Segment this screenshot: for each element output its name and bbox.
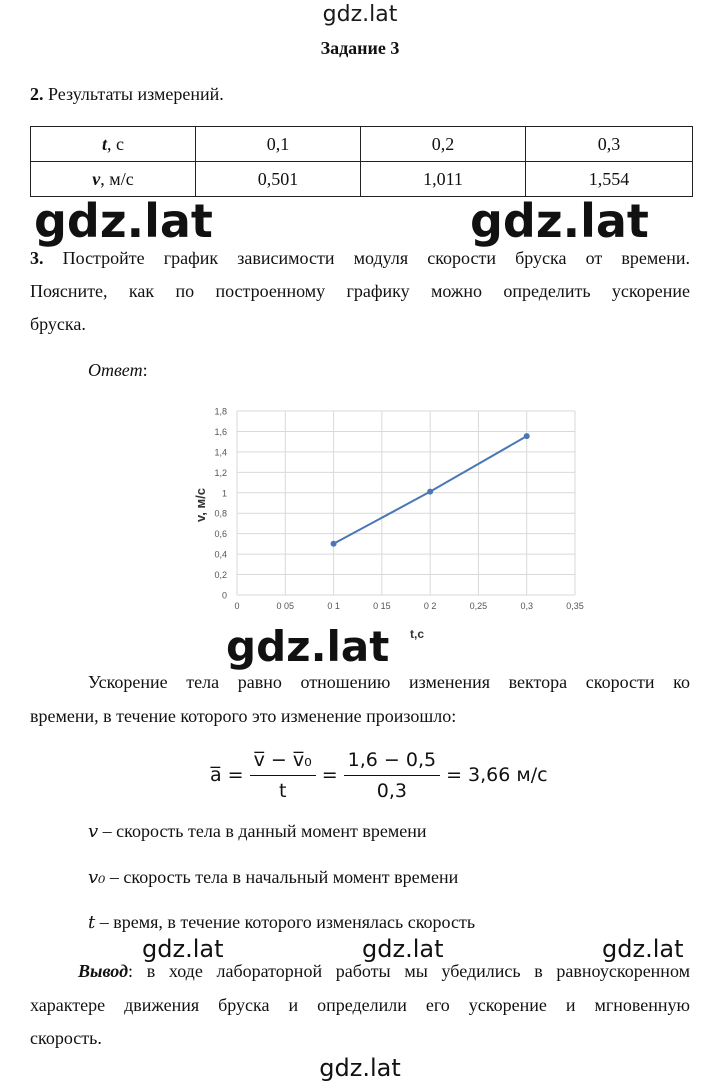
explanation-line2: времени, в течение которого это изменение произошло: bbox=[30, 706, 457, 726]
table-header-cell bbox=[31, 162, 196, 197]
y-axis-label: v, м/с bbox=[193, 488, 208, 522]
definition-text: – скорость тела в данный момент времени bbox=[98, 821, 427, 841]
measurements-table-wrap bbox=[30, 126, 693, 197]
formula-frac2-denominator: 0,3 bbox=[376, 779, 407, 802]
y-tick-label: 1,2 bbox=[214, 467, 227, 478]
answer-label-text: Ответ bbox=[88, 360, 143, 380]
x-tick-label: 0 05 bbox=[276, 601, 295, 611]
y-tick-label: 0 bbox=[221, 590, 227, 601]
x-axis-label: t,c bbox=[410, 627, 425, 641]
answer-colon: : bbox=[142, 360, 148, 380]
data-point bbox=[524, 433, 530, 439]
watermark-footer: gdz.lat bbox=[319, 1054, 401, 1082]
conclusion-label: Вывод bbox=[78, 961, 128, 981]
definition-symbol: v₀ bbox=[88, 867, 106, 888]
time-unit: , с bbox=[107, 133, 124, 154]
formula-lhs: a̅ = bbox=[210, 764, 244, 786]
x-tick-label: 0,35 bbox=[566, 601, 584, 611]
acceleration-formula bbox=[210, 745, 610, 805]
definition-text: – время, в течение которого изменялась скорость bbox=[95, 912, 476, 932]
definition-symbol: t bbox=[88, 912, 96, 933]
table-row bbox=[31, 127, 693, 162]
x-tick-label: 0 2 bbox=[423, 601, 437, 611]
definition-v bbox=[88, 815, 427, 848]
definition-v0 bbox=[88, 861, 458, 894]
table-row bbox=[31, 162, 693, 197]
conclusion-text: : в ходе лабораторной работы мы убедились в равноускоренном bbox=[128, 961, 690, 981]
x-tick-label: 0,3 bbox=[520, 601, 533, 611]
table-cell: 0,3 bbox=[526, 127, 693, 162]
formula-frac1-numerator: v̅ − v̅₀ bbox=[250, 749, 316, 776]
velocity-unit: , м/с bbox=[100, 168, 134, 189]
watermark-chart: gdz.lat bbox=[226, 622, 390, 671]
y-tick-label: 1,6 bbox=[214, 426, 227, 437]
table-cell: 0,501 bbox=[196, 162, 361, 197]
item3-line1 bbox=[30, 242, 690, 275]
task-title: Задание 3 bbox=[320, 38, 400, 58]
formula-fraction-symbolic bbox=[250, 749, 316, 802]
conclusion-line2: характере движения бруска и определили его ускорение и мгновенную bbox=[30, 995, 690, 1015]
item2-text: Результаты измерений. bbox=[43, 84, 224, 104]
y-tick-label: 1 bbox=[221, 488, 227, 499]
item3-line3: бруска. bbox=[30, 314, 86, 334]
time-symbol: t bbox=[101, 133, 107, 154]
conclusion-line1 bbox=[78, 955, 690, 988]
measurements-table bbox=[30, 126, 693, 197]
explanation-line1: Ускорение тела равно отношению изменения вектора скорости ко bbox=[88, 672, 690, 692]
table-cell: 1,554 bbox=[526, 162, 693, 197]
conclusion-line3: скорость. bbox=[30, 1028, 102, 1048]
y-tick-label: 0,8 bbox=[214, 508, 227, 519]
data-point bbox=[331, 541, 337, 547]
answer-label bbox=[88, 354, 148, 387]
velocity-symbol: v bbox=[92, 168, 101, 189]
definition-text: – скорость тела в начальный момент времени bbox=[105, 867, 459, 887]
x-tick-label: 0 bbox=[234, 601, 240, 611]
watermark-big-left: gdz.lat bbox=[34, 194, 213, 248]
watermark-big-right: gdz.lat bbox=[470, 194, 649, 248]
x-tick-label: 0 15 bbox=[373, 601, 391, 611]
y-tick-label: 0,4 bbox=[214, 549, 227, 560]
formula-frac1-denominator: t bbox=[278, 779, 287, 802]
watermark-bottom-center: gdz.lat bbox=[362, 935, 444, 963]
table-cell: 0,1 bbox=[196, 127, 361, 162]
x-tick-label: 0 1 bbox=[327, 601, 340, 611]
y-tick-label: 0,2 bbox=[214, 570, 227, 581]
formula-result: = 3,66 м/с bbox=[446, 764, 548, 786]
item3-number: 3. bbox=[30, 248, 44, 268]
y-tick-label: 1,4 bbox=[214, 447, 227, 458]
item3-line2: Поясните, как по построенному графику можно определить ускорение bbox=[30, 281, 690, 301]
y-tick-label: 0,6 bbox=[214, 529, 227, 540]
item2-heading bbox=[30, 78, 224, 111]
watermark-bottom-left: gdz.lat bbox=[142, 935, 224, 963]
definition-symbol: v bbox=[88, 821, 99, 842]
chart-y-ticks bbox=[214, 407, 227, 601]
table-cell: 0,2 bbox=[361, 127, 526, 162]
item2-number: 2. bbox=[30, 84, 44, 104]
watermark-bottom-right: gdz.lat bbox=[602, 935, 684, 963]
item3-text: Постройте график зависимости модуля скорости бруска от времени. bbox=[62, 248, 690, 268]
data-point bbox=[427, 489, 433, 495]
table-header-cell bbox=[31, 127, 196, 162]
table-cell: 1,011 bbox=[361, 162, 526, 197]
formula-frac2-numerator: 1,6 − 0,5 bbox=[344, 749, 440, 776]
x-tick-label: 0,25 bbox=[469, 601, 488, 611]
formula-equals: = bbox=[321, 764, 338, 786]
velocity-time-chart bbox=[190, 400, 590, 650]
y-tick-label: 1,8 bbox=[214, 406, 227, 417]
chart-x-ticks bbox=[234, 601, 583, 611]
formula-fraction-numeric bbox=[344, 749, 440, 802]
watermark-top: gdz.lat bbox=[322, 2, 398, 27]
